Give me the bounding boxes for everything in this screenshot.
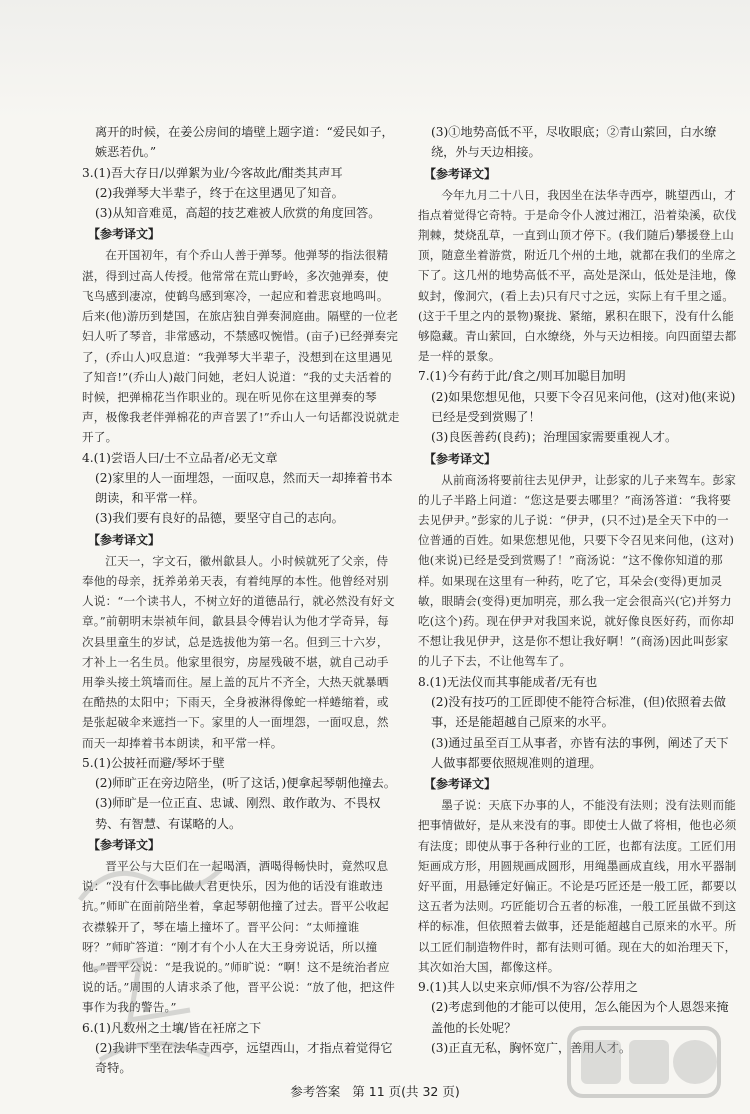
footer-page-number: 第 11 页(共 32 页) bbox=[352, 1084, 460, 1099]
translation-paragraph: 晋平公与大臣们在一起喝酒，酒喝得畅快时，竟然叹息说：“没有什么事比做人君更快乐，因为他的话没有谁敢违抗。”师旷在面前陪坐着，拿起琴朝他撞了过去。晋平公收起衣襟躲开了，琴在墙上撞坏了。晋平公问：“太师撞谁呀？”师旷答道：“刚才有个小人在大王身旁说话，所以撞他。”晋平公说：“是我说的。”师旷说：“啊！这不是统治者应说的话。”周围的人请求杀了他，晋平公说：“放了他，把这件事作为我的警告。” bbox=[82, 858, 396, 1015]
page-top-band bbox=[0, 0, 750, 120]
translation-paragraph: 今年九月二十八日，我因坐在法华寺西亭，眺望西山，才指点着觉得它奇特。于是命令仆人渡过湘江，沿着染溪，砍伐荆棘，焚烧乱草，一直到山顶才停下。(我们随后)攀援登上山顶，随意坐着游赏，附近几个州的土地，就都在我们的坐席之下了。这几州的地势高低不平，高处是深山，低处是洼地，像蚁封，像洞穴，(看上去)只有尺寸之远，实际上有千里之遥。(这于千里之内的景物)聚拢、紧缩，累积在眼下，没有什么能够隐藏。青山萦回，白水缭绕，外与天边相接。向四面望去都是一样的景象。 bbox=[418, 187, 737, 364]
translation-paragraph: 从前商汤将要前往去见伊尹，让彭家的儿子来驾车。彭家的儿子半路上问道：“您这是要去哪里？”商汤答道：“我将要去见伊尹。”彭家的儿子说：“伊尹，(只不过)是全天下中的一位普通的百姓。如果您想见他，只要下令召见来问他，(这对)他(来说)已经是受到赏赐了！”商汤说：“这不像你知道的那样。如果现在这里有一种药，吃了它，耳朵会(变得)更加灵敏，眼睛会(变得)更加明亮，那么我一定会很高兴(它)并努力吃(这个)药。现在伊尹对我国来说，就好像良医好药，而你却不想让我见伊尹，这是你不想让我好啊！”(商汤)因此叫彭家的儿子下去，不让他驾车了。 bbox=[418, 472, 737, 669]
answer-line: (3)通过虽至百工从事者，亦皆有法的事例，阐述了天下人做事都要依照规准则的道理。 bbox=[431, 735, 729, 770]
answer-line: 7.(1)今有药于此/食之/则耳加聪目加明 bbox=[418, 369, 626, 384]
watermark-left-icon bbox=[70, 840, 260, 1100]
answer-line: 9.(1)其人以史来京师/惧不为容/公荐用之 bbox=[418, 979, 638, 994]
watermark-seal-icon bbox=[565, 1020, 735, 1110]
right-column bbox=[418, 122, 738, 1058]
answer-line: (2)没有技巧的工匠即使不能符合标准，(但)依照着去做事，还是能超越自己原来的水平。 bbox=[431, 694, 726, 730]
answer-line: 5.(1)公披衽而避/琴坏于壁 bbox=[82, 755, 225, 770]
answer-line: (3)从知音难觅，高超的技艺难被人欣赏的角度回答。 bbox=[95, 206, 381, 221]
reference-translation-heading: 【参考译文】 bbox=[88, 532, 161, 547]
reference-translation-heading: 【参考译文】 bbox=[88, 227, 161, 242]
answer-line: (2)师旷正在旁边陪坐，(听了这话，)便拿起琴朝他撞去。 bbox=[95, 776, 396, 791]
answer-line: (2)我讲下坐在法华寺西亭，远望西山，才指点着觉得它奇特。 bbox=[95, 1040, 393, 1076]
answer-line: (2)考虑到他的才能可以使用，怎么能因为个人恩怨来掩盖他的长处呢？ bbox=[431, 1000, 729, 1035]
reference-translation-heading: 【参考译文】 bbox=[88, 837, 161, 852]
answer-line: (2)家里的人一面埋怨，一面叹息，然而天一却捧着书本朗读，和平常一样。 bbox=[95, 470, 393, 506]
answer-line: 6.(1)凡数州之土壤/皆在衽席之下 bbox=[82, 1020, 262, 1035]
answer-line: (3)①地势高低不平，尽收眼底；②青山萦回，白水缭绕，外与天边相接。 bbox=[431, 125, 717, 160]
answer-line: 4.(1)尝语人曰/士不立品者/必无文章 bbox=[82, 450, 278, 465]
answer-line: (3)良医善药(良药)；治理国家需要重视人才。 bbox=[431, 430, 678, 445]
answer-line: (2)我弹琴大半辈子，终于在这里遇见了知音。 bbox=[95, 185, 344, 200]
translation-paragraph: 江天一，字文石，徽州歙县人。小时候就死了父亲，侍奉他的母亲，抚养弟弟天表，有着纯厚的本性。他曾经对别人说：“一个读书人，不树立好的道德品行，就必然没有好文章。”前朝明末崇祯年间，歙县县令傅岩认为他才学奇异，每次县里童生的岁试，总是选拔他为第一名。但到三十六岁，才补上一名生员。他家里很穷，房屋残破不堪，就自己动手用拳头接土筑墙而住。屋上盖的瓦片不齐全，大热天就暴晒在酷热的太阳中；下雨天，全身被淋得像蛇一样蜷缩着，或是张起破伞来遮挡一下。家里的人一面埋怨，一面叹息，然而天一却捧着书本朗读，和平常一样。 bbox=[82, 553, 395, 750]
reference-translation-heading: 【参考译文】 bbox=[424, 451, 497, 466]
reference-translation-heading: 【参考译文】 bbox=[424, 166, 497, 181]
footer-label: 参考答案 bbox=[290, 1084, 341, 1099]
answer-line: (2)如果您想见他，只要下令召见来问他，(这对)他(来说)已经是受到赏赐了！ bbox=[431, 389, 736, 425]
translation-paragraph: 墨子说：天底下办事的人，不能没有法则；没有法则而能把事情做好，是从来没有的事。即使士人做了将相，他也必须有法度；即使从事于各种行业的工匠，也都有法度。工匠们用矩画成方形，用圆规画成圆形，用绳墨画成直线，用水平器制好平面，用悬锤定好偏正。不论是巧匠还是一般工匠，都要以这五者为法则。巧匠能切合五者的标准，一般工匠虽做不到这样的标准，但依照着去做事，还是能超越自己原来的水平。所以工匠们制造物件时，都有法则可循。现在大的如治理天下，其次如治大国，都像这样。 bbox=[418, 798, 737, 974]
answer-line: 离开的时候，在姜公房间的墙壁上题字道：“爱民如子，嫉恶若仇。” bbox=[95, 125, 394, 160]
answer-line: (3)正直无私，胸怀宽广，善用人才。 bbox=[431, 1040, 632, 1055]
answer-line: (3)师旷是一位正直、忠诚、刚烈、敢作敢为、不畏权势、有智慧、有谋略的人。 bbox=[95, 796, 381, 831]
translation-paragraph: 在开国初年，有个乔山人善于弹琴。他弹琴的指法很精湛，得到过高人传授。他常常在荒山野岭，多次弛弹奏，使飞鸟感到凄凉，使鹤鸟感到寒冷，一起应和着悲哀地鸣叫。后来(他)游历到楚国，在旅店独自弹奏洞庭曲。隔壁的一位老妇人听了琴音，非常感动，不禁感叹惋惜。(亩子)已经弹奏完了，(乔山人)叹息道：“我弹琴大半辈子，没想到在这里遇见了知音!”(乔山人)敲门问她，老妇人说道：“我的丈夫活着的时候，把弹棉花当作职业的。现在听见你在这里弹奏的琴声，极像我老伴弹棉花的声音罢了!”乔山人一句话都没说就走开了。 bbox=[82, 248, 400, 445]
reference-translation-heading: 【参考译文】 bbox=[424, 777, 497, 792]
answer-line: 8.(1)无法仪而其事能成者/无有也 bbox=[418, 674, 598, 689]
answer-line: 3.(1)吾大存日/以弹絮为业/今客故此/酣类其声耳 bbox=[82, 165, 343, 180]
answer-line: (3)我们要有良好的品德，要坚守自己的志向。 bbox=[95, 511, 344, 526]
